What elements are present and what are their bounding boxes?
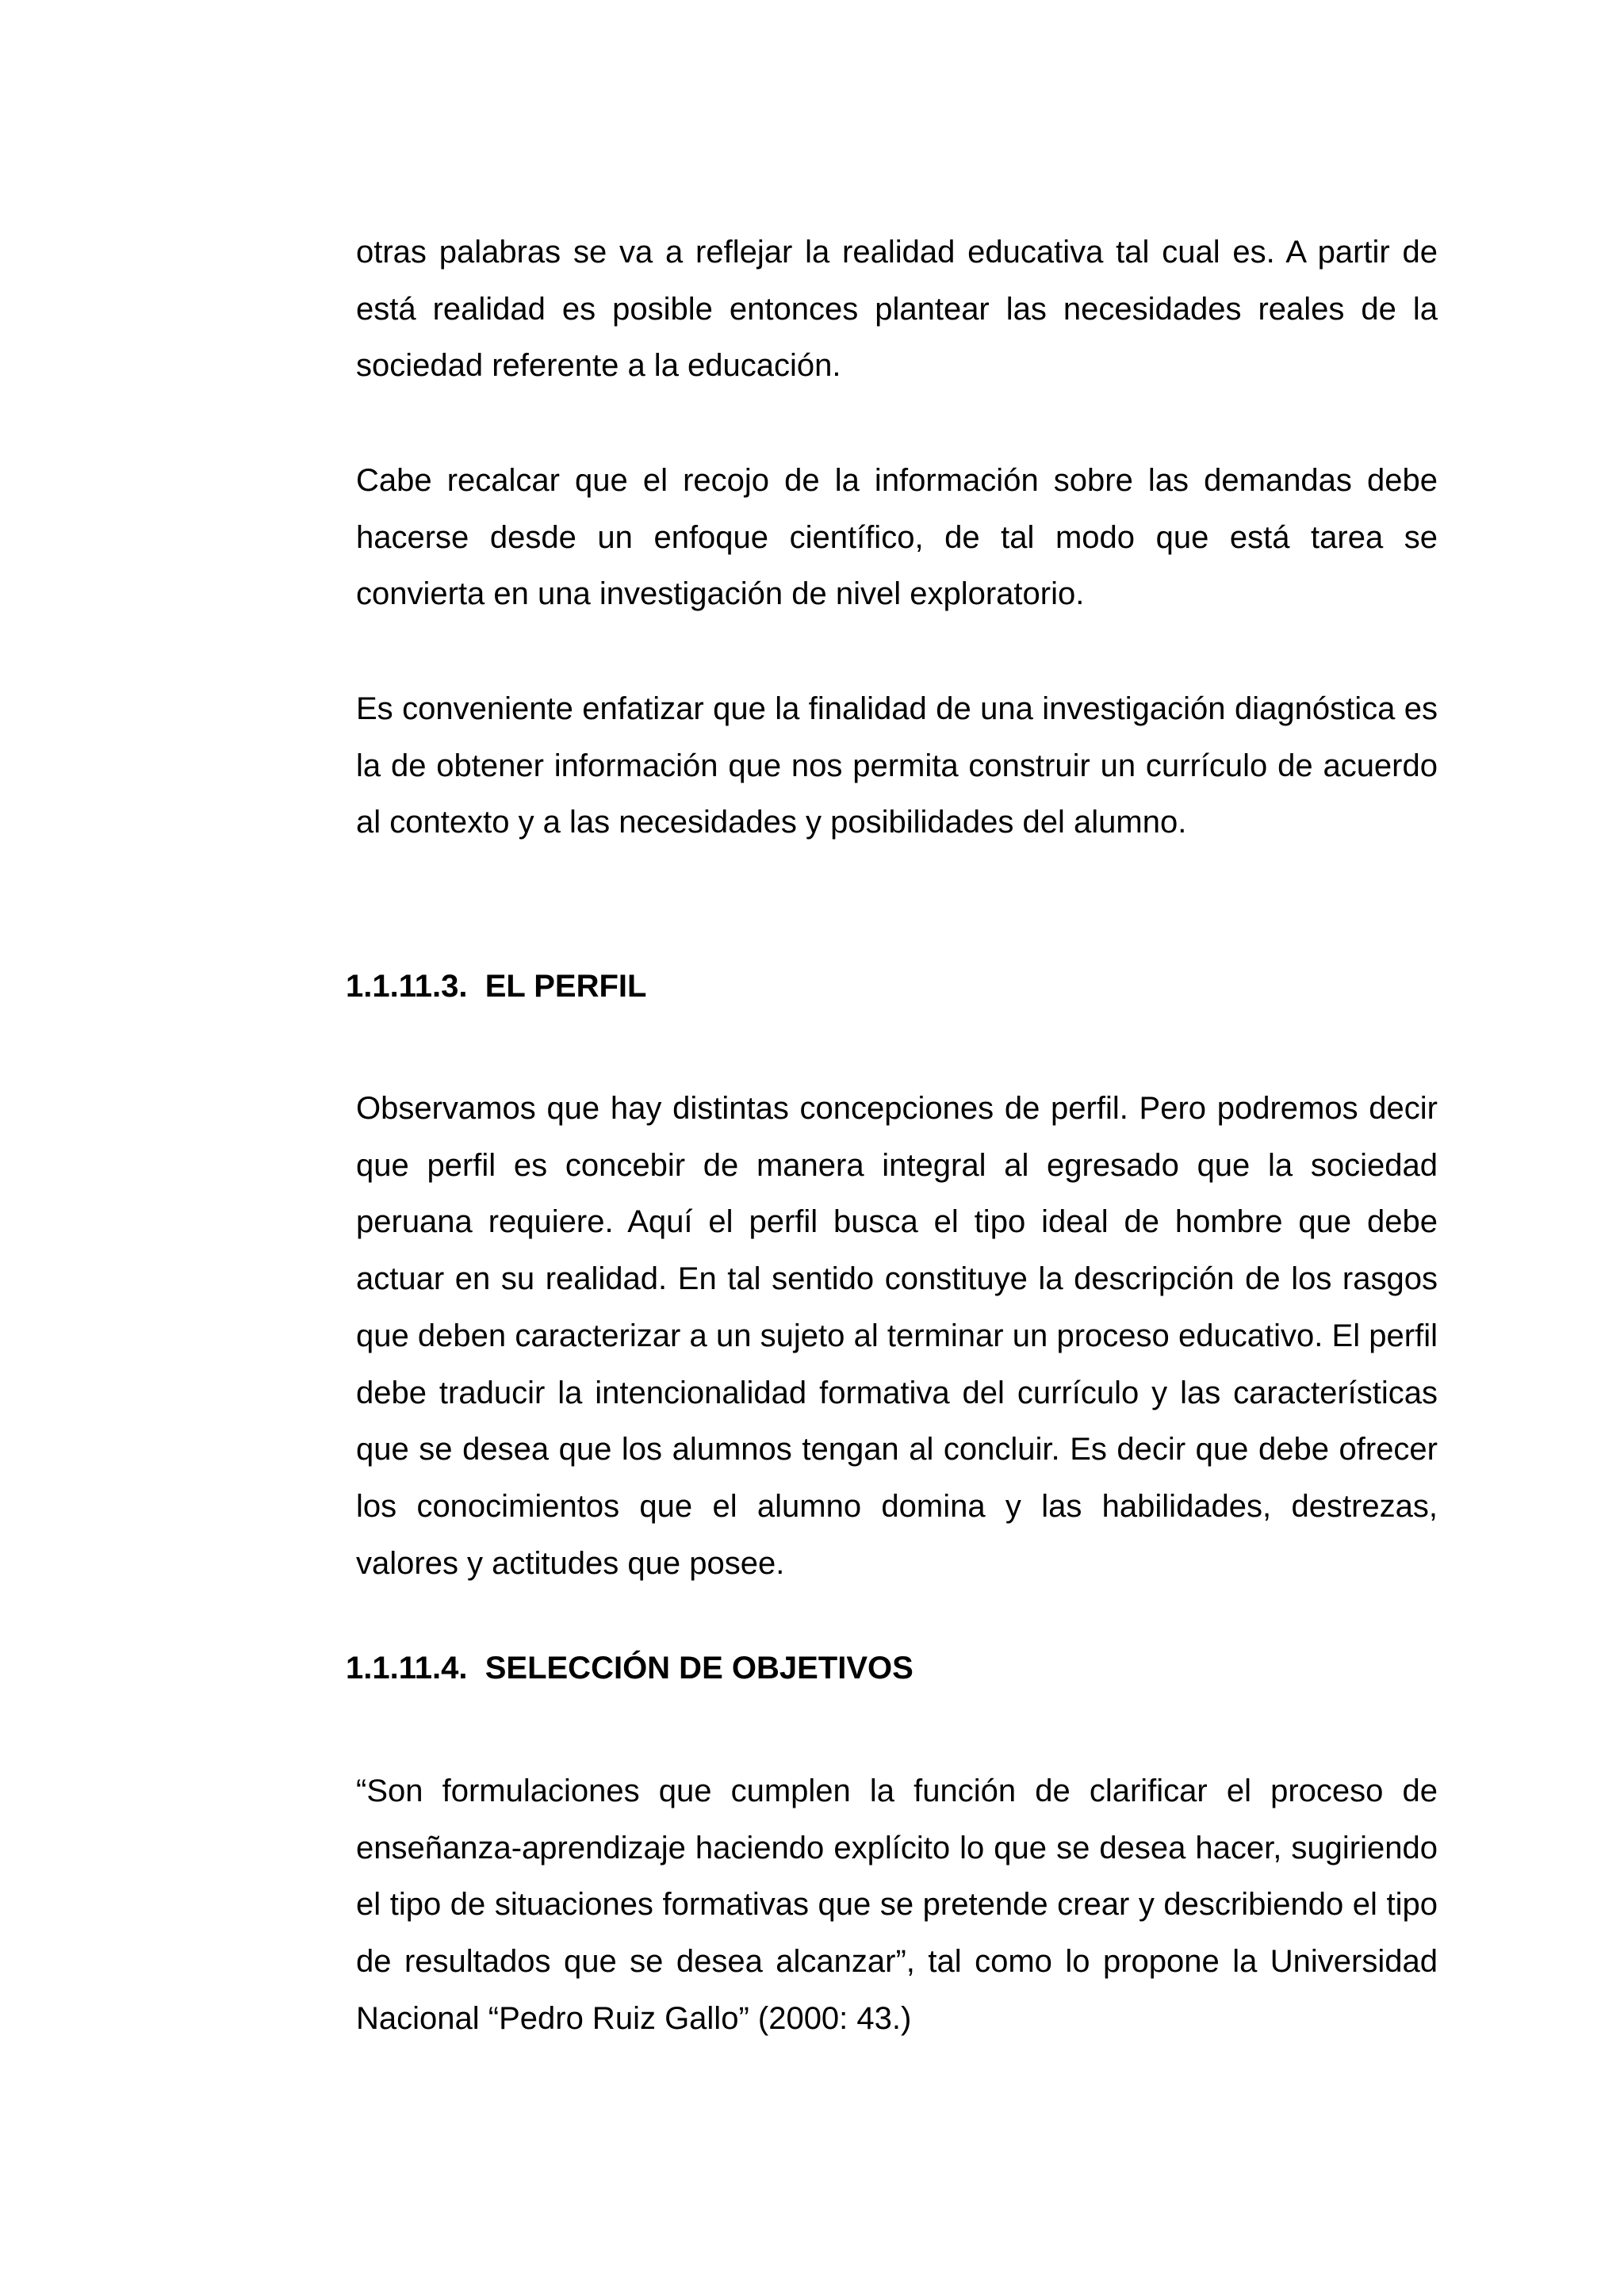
paragraph-investigacion-diagnostica: Es conveniente enfatizar que la finalidad de una investigación diagnóstica es la de obtener información que nos permita construir un currículo de acuerdo al contexto y a las necesidades y posibilidades del alumno. bbox=[356, 691, 1438, 840]
paragraph-realidad-educativa: otras palabras se va a reflejar la realidad educativa tal cual es. A partir de está realidad es posible entonces plantear las necesidades reales de la sociedad referente a la educación. bbox=[356, 235, 1438, 384]
paragraph-objetivos-cita: “Son formulaciones que cumplen la función de clarificar el proceso de enseñanza-aprendizaje haciendo explícito lo que se desea hacer, sugiriendo el tipo de situaciones formativas que se pretende crear y describiendo el tipo de resultados que se desea alcanzar”, tal como lo propone la Universidad Nacional “Pedro Ruiz Gallo” (2000: 43.) bbox=[356, 1774, 1438, 2036]
section-heading-el-perfil: 1.1.11.3. EL PERFIL bbox=[346, 969, 647, 1004]
section-heading-seleccion-objetivos: 1.1.11.4. SELECCIÓN DE OBJETIVOS bbox=[346, 1651, 914, 1686]
paragraph-recojo-informacion: Cabe recalcar que el recojo de la información sobre las demandas debe hacerse desde un enfoque científico, de tal modo que está tarea se convierta en una investigación de nivel exploratorio. bbox=[356, 463, 1438, 612]
paragraph-perfil: Observamos que hay distintas concepciones de perfil. Pero podremos decir que perfil es concebir de manera integral al egresado que la sociedad peruana requiere. Aquí el perfil busca el tipo ideal de hombre que debe actuar en su realidad. En tal sentido constituye la descripción de los rasgos que deben caracterizar a un sujeto al terminar un proceso educativo. El perfil debe traducir la intencionalidad formativa del currículo y las características que se desea que los alumnos tengan al concluir. Es decir que debe ofrecer los conocimientos que el alumno domina y las habilidades, destrezas, valores y actitudes que posee. bbox=[356, 1091, 1438, 1581]
